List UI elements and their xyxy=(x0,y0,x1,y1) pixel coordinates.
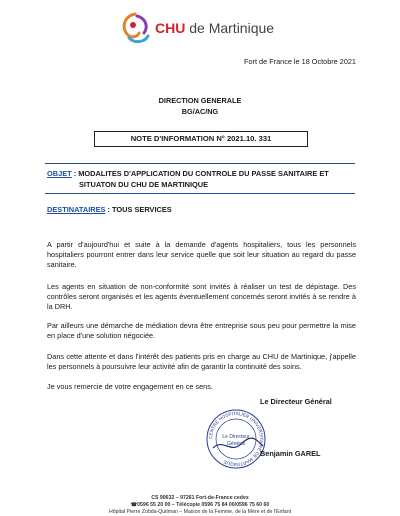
official-stamp xyxy=(205,408,267,470)
destinataires-value: : TOUS SERVICES xyxy=(105,205,172,214)
stamp-center-line1: Le Directeur xyxy=(222,434,250,440)
footer-phone: ☎0596 55 20 00 – Télécopie 0596 75 84 00/0596 75 60 60 xyxy=(130,502,270,508)
logo-de-martinique: de Martinique xyxy=(189,20,275,36)
paragraph-4: Dans cette attente et dans l'intérêt des patients pris en charge au CHU de Martinique, j'appelle les personnels à poursuivre leur activité afin de garantir la continuité des soins. xyxy=(47,352,356,372)
paragraph-2: Les agents en situation de non-conformité sont invités à réaliser un test de dépistage. Des contrôles seront organisés et les agents éventuellement concernés seront invités à se rendre à la DRH. xyxy=(47,282,356,312)
paragraph-3: Par ailleurs une démarche de médiation devra être entreprise sous peu pour permettre la mise en place d'une solution négociée. xyxy=(47,321,356,341)
paragraph-1: A partir d'aujourd'hui et suite à la demande d'agents hospitaliers, tous les personnels hospitaliers pourront entrer dans leur service quelle que soit leur situation au regard du passe sanitaire. xyxy=(47,240,356,270)
note-title: NOTE D'INFORMATION N° 2021.10. 331 xyxy=(94,131,308,147)
paragraph-5: Je vous remercie de votre engagement en ce sens. xyxy=(47,382,213,391)
stamp-ring-text: CENTRE HOSPITALIER UNIVERSITAIRE DE MARTINIQUE xyxy=(207,410,265,468)
signatory-title: Le Directeur Général xyxy=(260,397,332,406)
logo-text xyxy=(155,20,274,36)
document-date: Fort de France le 18 Octobre 2021 xyxy=(244,57,356,66)
objet-label: OBJET xyxy=(47,169,72,178)
footer-address: CS 90632 – 97261 Fort-de-France cedex xyxy=(151,495,249,501)
destinataires-line xyxy=(47,205,172,214)
direction-reference: BG/AC/NG xyxy=(181,107,219,116)
destinataires-label: DESTINATAIRES xyxy=(47,205,106,214)
objet-line xyxy=(47,168,329,179)
objet-text-line2: SITUATON DU CHU DE MARTINIQUE xyxy=(79,180,209,189)
objet-top-rule xyxy=(45,163,355,164)
stamp-center-line2: Général xyxy=(227,441,245,447)
logo-chu: CHU xyxy=(155,20,186,36)
objet-separator: : xyxy=(71,169,79,178)
chu-logo xyxy=(115,8,295,48)
chu-logo-icon xyxy=(115,8,155,48)
footer-sites: Hôpital Pierre Zobda-Quitman – Maison de la Femme, de la Mère et de l'Enfant xyxy=(108,509,292,515)
objet-bottom-rule xyxy=(45,193,355,194)
signatory-name: Benjamin GAREL xyxy=(260,449,321,458)
direction-title: DIRECTION GENERALE xyxy=(158,96,242,105)
objet-text-line1: MODALITES D'APPLICATION DU CONTROLE DU PASSE SANITAIRE ET xyxy=(78,169,329,178)
